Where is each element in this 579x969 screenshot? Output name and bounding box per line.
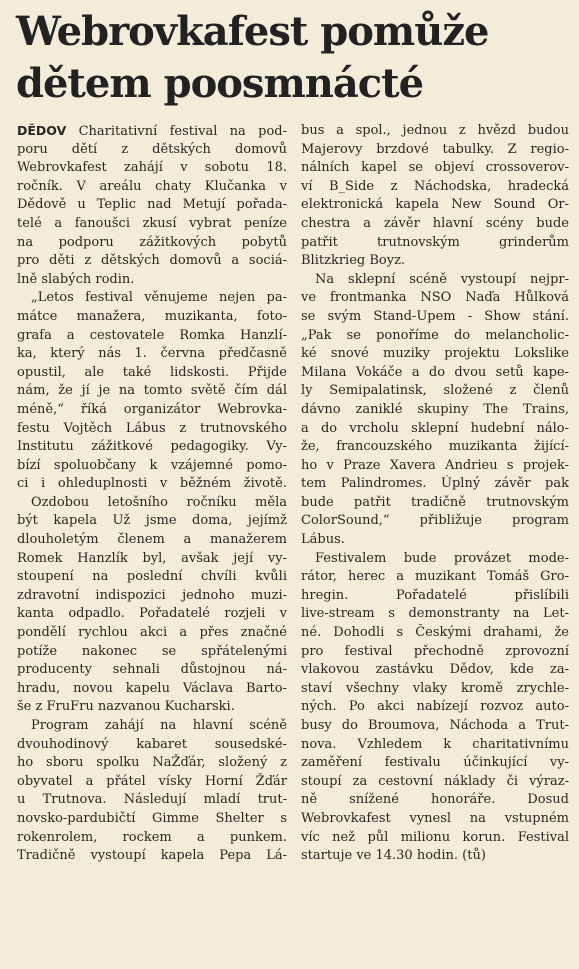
text-line-content: telé a fanoušci zkusí vybrat peníze [17, 215, 287, 231]
text-line-content: pondělí rychlou akci a přes značné [17, 625, 287, 641]
text-line-content: grafa a cestovatele Romka Hanzlí- [17, 327, 287, 343]
text-line-content: pro děti z dětských domovů a sociá- [17, 253, 287, 269]
text-line [301, 215, 569, 234]
text-line [301, 234, 569, 253]
text-line-content: Romek Hanzlík byl, avšak její vy- [17, 550, 287, 566]
text-line-content: nám, že jí je na tomto světě čím dál [17, 383, 287, 399]
text-line [301, 661, 569, 680]
text-line [301, 624, 569, 643]
text-line [17, 754, 287, 773]
text-line [301, 773, 569, 792]
text-line-content: rátor, herec a muzikant Tomáš Gro- [301, 569, 569, 585]
text-line-content: Tradičně vystoupí kapela Pepa Lá- [17, 848, 287, 864]
text-line-content: ké snové muziky projektu Lokslike [301, 346, 569, 362]
text-line [301, 791, 569, 810]
text-line-content: vlakovou zastávku Dědov, kde za- [301, 662, 569, 678]
text-line-content: méně,“ říká organizátor Webrovka- [17, 401, 287, 417]
text-line-content: „Letos festival věnujeme nejen pa- [31, 290, 287, 306]
text-line [17, 736, 287, 755]
text-line-content: tem Palindromes. Úplný závěr pak [301, 476, 569, 492]
text-line-content: zaměření festivalu účinkující vy- [301, 755, 569, 771]
text-line-content: ho v Praze Xavera Andrieu s projek- [301, 457, 569, 473]
text-line-content: nálních kapel se objeví crossoverov- [301, 160, 569, 176]
text-line [301, 141, 569, 160]
text-line-content: ve frontmanka NSO Naďa Hůlková [301, 290, 569, 306]
text-line [301, 345, 569, 364]
text-line [301, 717, 569, 736]
text-line [301, 178, 569, 197]
text-line-content: potíže nakonec se spřátelenými [17, 643, 287, 659]
text-line [301, 438, 569, 457]
text-line [17, 122, 287, 141]
text-line-content: dvouhodinový kabaret sousedské- [17, 736, 287, 752]
text-line-content: staví všechny vlaky kromě zrychle- [301, 680, 569, 696]
text-line [17, 289, 287, 308]
headline-line-1: Webrovkafest pomůže [16, 8, 489, 55]
text-line-content: ví B_Side z Náchodska, hradecká [301, 178, 569, 194]
text-line [17, 401, 287, 420]
text-line-content: být kapela Už jsme doma, jejímž [17, 513, 287, 529]
text-line-content: dlouholetým členem a manažerem [17, 532, 287, 548]
text-line-content: Majerovy brzdové tabulky. Z regio- [301, 141, 569, 157]
text-line-content: live-stream s demonstranty na Let- [301, 606, 569, 622]
text-line [17, 271, 287, 290]
text-line [301, 568, 569, 587]
text-line [17, 457, 287, 476]
text-line [17, 605, 287, 624]
text-line [17, 327, 287, 346]
text-line-content: nova. Vzhledem k charitativnímu [301, 736, 569, 752]
text-line-content: rokenrolem, rockem a punkem. [17, 829, 287, 845]
text-line [301, 420, 569, 439]
text-line [17, 178, 287, 197]
text-line [17, 661, 287, 680]
text-line-content: stoupení na poslední chvíli kvůli [17, 569, 287, 585]
text-line-content: že, francouzského muzikanta žijící- [301, 439, 569, 455]
text-line-content: hradu, novou kapelu Václava Barto- [17, 680, 287, 696]
text-line-content: hregin. Pořadatelé přislíbili [301, 587, 569, 603]
text-line [17, 345, 287, 364]
text-line [17, 773, 287, 792]
text-line [17, 494, 287, 513]
text-line-content: se svým Stand-Upem - Show stání. [301, 308, 569, 324]
text-line-content: opustil, ale také lidskosti. Přijde [17, 364, 287, 380]
text-line [301, 327, 569, 346]
text-line [17, 234, 287, 253]
text-line-content: startuje ve 14.30 hodin. (tů) [301, 848, 486, 864]
text-line [301, 289, 569, 308]
text-line-content: a do vrcholu sklepní hudební nálo- [301, 420, 569, 436]
text-line-content: lně slabých rodin. [17, 271, 135, 287]
dateline: DĚDOV [17, 123, 67, 138]
text-line-content: ColorSound,“ přibližuje program [301, 513, 569, 529]
text-line [17, 512, 287, 531]
text-line-content: Webrovkafest vynesl na vstupném [301, 810, 569, 826]
text-line [17, 550, 287, 569]
text-line [301, 512, 569, 531]
text-line [301, 382, 569, 401]
text-line [301, 643, 569, 662]
text-line [17, 420, 287, 439]
text-line [17, 587, 287, 606]
text-line [17, 364, 287, 383]
text-line-content: zdravotní indispozici jednoho muzi- [17, 587, 287, 603]
text-line [301, 159, 569, 178]
text-line [17, 475, 287, 494]
text-line [17, 680, 287, 699]
text-line-content: Dědově u Teplic nad Metují pořada- [17, 197, 287, 213]
text-line [17, 159, 287, 178]
text-line [301, 531, 569, 550]
text-line-content: poru dětí z dětských domovů [17, 141, 287, 157]
text-line-content: Institutu zážitkové pedagogiky. Vy- [17, 439, 287, 455]
text-line [301, 122, 569, 141]
text-line [301, 494, 569, 513]
text-line-content: chestra a závěr hlavní scény bude [301, 215, 569, 231]
text-line-content: stoupí za cestovní náklady či výraz- [301, 773, 569, 789]
text-line-content: bude patřit tradičně trutnovským [301, 494, 569, 510]
text-line [17, 568, 287, 587]
text-line [17, 643, 287, 662]
text-line-content: u Trutnova. Následují mladí trut- [17, 792, 287, 808]
article-column-left [17, 122, 287, 866]
text-line-content: novsko-pardubičtí Gimme Shelter s [17, 810, 287, 826]
text-line [301, 829, 569, 848]
text-line [301, 605, 569, 624]
text-line [17, 531, 287, 550]
text-line-content: patřit trutnovským grinderům [301, 234, 569, 250]
text-line-content: Webrovkafest zahájí v sobotu 18. [17, 160, 287, 176]
text-line-content: víc než půl milionu korun. Festival [301, 829, 569, 845]
text-line [301, 252, 569, 271]
headline-line-2: dětem poosmnácté [16, 60, 424, 107]
text-line-content: ných. Po akci nabízejí rozvoz auto- [301, 699, 569, 715]
text-line-content: Charitativní festival na pod- [78, 124, 287, 139]
text-line-content: ho sboru spolku NaŽďár, složený z [17, 755, 287, 771]
text-line-content: Na sklepní scéně vystoupí nejpr- [315, 271, 569, 287]
text-line-content: Milana Vokáče a do dvou setů kape- [301, 364, 569, 380]
text-line [301, 847, 569, 866]
text-line-content: mátce manažera, muzikanta, foto- [17, 308, 287, 324]
text-line-content: ročník. V areálu chaty Klučanka v [17, 178, 287, 194]
text-line [17, 698, 287, 717]
text-line-content: Blitzkrieg Boyz. [301, 253, 406, 269]
text-line-content: Lábus. [301, 532, 345, 548]
text-line-content: bízí spoluobčany k vzájemné pomo- [17, 457, 287, 473]
text-line [301, 698, 569, 717]
text-line-content: bus a spol., jednou z hvězd budou [301, 123, 569, 138]
text-line-content: elektronická kapela New Sound Or- [301, 197, 569, 213]
text-line [301, 401, 569, 420]
text-line [17, 252, 287, 271]
text-line-content: producenty sehnali důstojnou ná- [17, 662, 287, 678]
text-line [17, 829, 287, 848]
text-line [301, 457, 569, 476]
text-line [17, 215, 287, 234]
text-line [301, 196, 569, 215]
text-line [301, 810, 569, 829]
text-line-content: še z FruFru nazvanou Kucharski. [17, 699, 235, 715]
text-line [17, 308, 287, 327]
text-line-content: „Pak se ponoříme do melancholic- [301, 327, 569, 343]
article-headline [16, 6, 572, 110]
text-line-content: Ozdobou letošního ročníku měla [31, 494, 287, 510]
text-line-content: ci i ohleduplnosti v běžném životě. [17, 476, 287, 492]
text-line-content: obyvatel a přátel vísky Horní Žďár [17, 773, 287, 789]
text-line-content: kanta odpadlo. Pořadatelé rozjeli v [17, 606, 287, 622]
text-line [17, 196, 287, 215]
text-line-content: né. Dohodli s Českými drahami, že [301, 625, 569, 641]
text-line [17, 382, 287, 401]
text-line-content: busy do Broumova, Náchoda a Trut- [301, 718, 569, 733]
text-line [17, 717, 287, 736]
text-line [301, 308, 569, 327]
text-line-content: Festivalem bude provázet mode- [315, 550, 569, 566]
text-line [17, 141, 287, 160]
text-line [301, 271, 569, 290]
text-line-content: ly Semipalatinsk, složené z členů [301, 383, 569, 399]
text-line-content: pro festival přechodně zprovozní [301, 643, 569, 659]
text-line-content: na podporu zážitkových pobytů [17, 234, 287, 250]
text-line-content: ně snížené honoráře. Dosud [301, 792, 569, 808]
text-line [17, 624, 287, 643]
text-line-content: festu Vojtěch Lábus z trutnovského [17, 420, 287, 436]
article-column-right [301, 122, 569, 866]
text-line [301, 587, 569, 606]
text-line [17, 791, 287, 810]
text-line [17, 810, 287, 829]
text-line [301, 754, 569, 773]
text-line [17, 438, 287, 457]
text-line [301, 364, 569, 383]
text-line [301, 550, 569, 569]
text-line-content: ka, který nás 1. června předčasně [17, 346, 287, 362]
text-line [301, 475, 569, 494]
text-line [17, 847, 287, 866]
text-line-content: Program zahájí na hlavní scéně [31, 718, 287, 733]
text-line-content: dávno zaniklé skupiny The Trains, [301, 401, 569, 417]
text-line [301, 736, 569, 755]
text-line [301, 680, 569, 699]
